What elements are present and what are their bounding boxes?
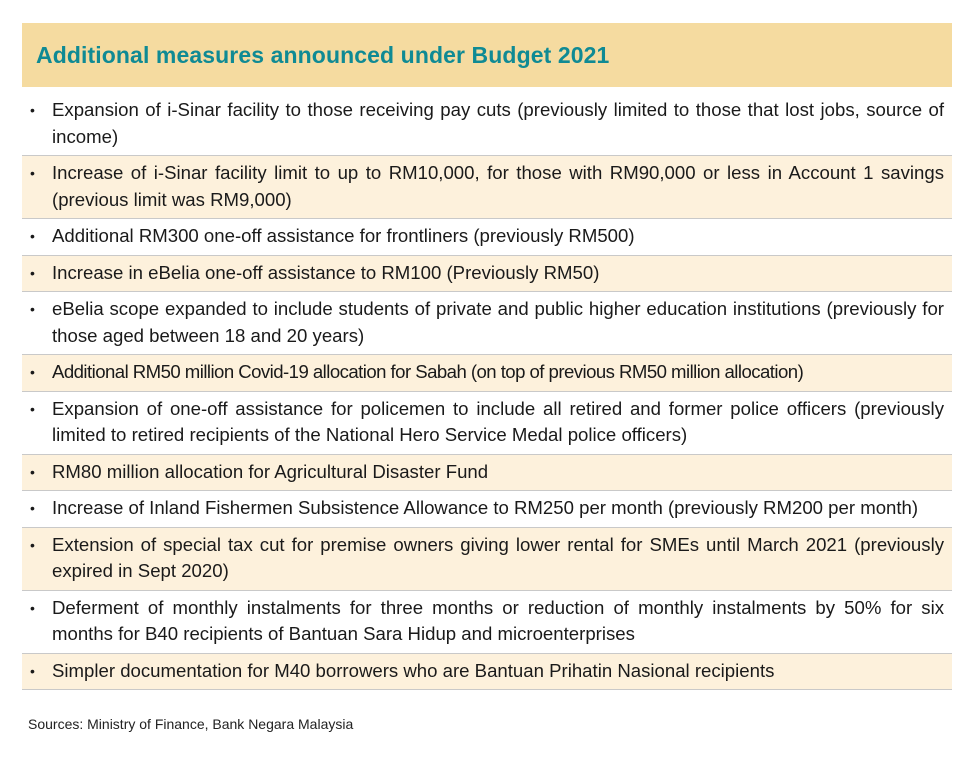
list-item [22,256,952,293]
list-item [22,156,952,219]
measures-list [22,93,952,690]
list-item-text: Extension of special tax cut for premise owners giving lower rental for SMEs until March 2021 (previously expired in Sept 2020) [52,533,944,581]
list-item-text: eBelia scope expanded to include students of private and public higher education institutions (previously for those aged between 18 and 20 years) [52,298,944,346]
list-item [22,392,952,455]
list-item [22,93,952,156]
bullet-icon: • [30,264,35,281]
bullet-icon: • [30,662,35,679]
page-title: Additional measures announced under Budget 2021 [36,41,610,68]
list-item-text: Additional RM300 one-off assistance for frontliners (previously RM500) [52,225,635,246]
bullet-icon: • [30,364,35,380]
sources-note: Sources: Ministry of Finance, Bank Negara Malaysia [28,716,354,732]
list-item [22,455,952,492]
bullet-icon: • [30,599,35,616]
bullet-icon: • [30,301,35,317]
list-item-text: Increase of Inland Fishermen Subsistence Allowance to RM250 per month (previously RM200 per month) [52,497,919,518]
list-item [22,491,952,528]
list-item [22,292,952,355]
list-item [22,528,952,591]
list-item [22,591,952,654]
list-item-text: Deferment of monthly instalments for three months or reduction of monthly instalments by 50% for six months for B40 recipients of Bantuan Sara Hidup and microenterprises [52,596,944,644]
bullet-icon: • [30,400,35,417]
measures-panel [22,23,952,690]
list-item-text: Simpler documentation for M40 borrowers who are Bantuan Prihatin Nasional recipients [52,659,775,681]
list-item-text: RM80 million allocation for Agricultural Disaster Fund [52,460,489,482]
list-item [22,654,952,691]
bullet-icon: • [30,165,35,181]
bullet-icon: • [30,463,35,480]
list-item [22,219,952,256]
list-item-text: Additional RM50 million Covid-19 allocation for Sabah (on top of previous RM50 million allocation) [52,361,804,382]
bullet-icon: • [30,500,35,516]
list-item-text: Increase in eBelia one-off assistance to RM100 (Previously RM50) [52,261,600,283]
list-item-text: Expansion of i-Sinar facility to those receiving pay cuts (previously limited to those that lost jobs, source of income) [52,99,944,147]
bullet-icon: • [30,536,35,553]
bullet-icon: • [30,228,35,244]
list-item-text: Increase of i-Sinar facility limit to up to RM10,000, for those with RM90,000 or less in Account 1 savings (previous limit was RM9,000) [52,162,944,210]
list-item [22,355,952,392]
title-banner [22,23,952,87]
list-item-text: Expansion of one-off assistance for policemen to include all retired and former police officers (previously limited to retired recipients of the National Hero Service Medal police officers) [52,397,944,445]
bullet-icon: • [30,102,35,118]
